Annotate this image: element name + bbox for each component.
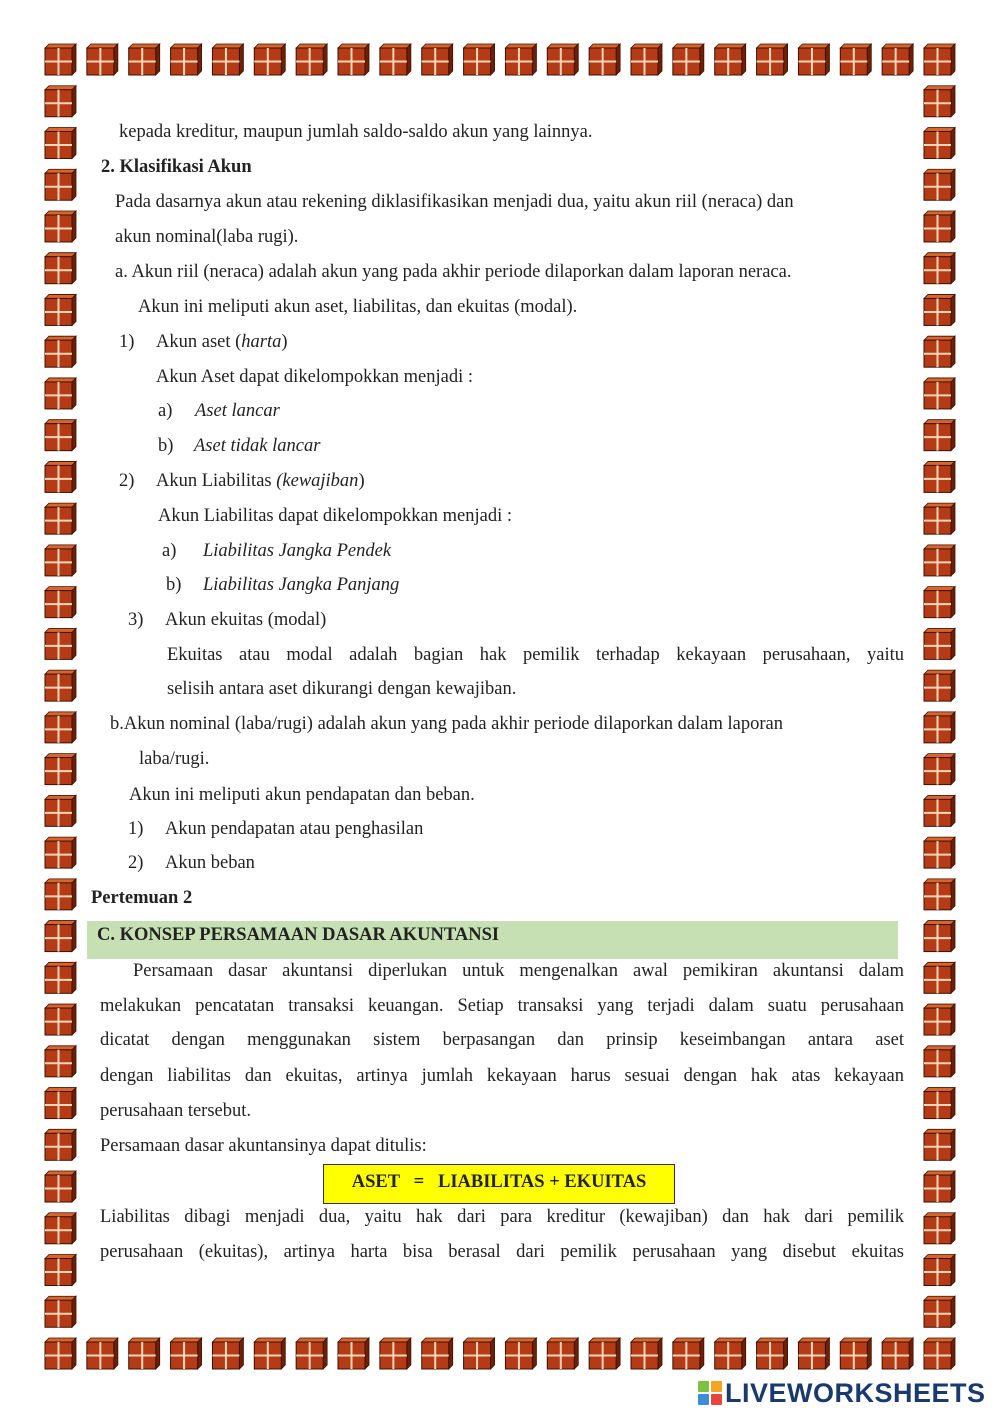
paragraph-line: Liabilitas dibagi menjadi dua, yaitu hak dari para kreditur (kewajiban) dan hak dari pemilik: [100, 1207, 904, 1227]
list-number: 2): [119, 471, 135, 491]
text-line: Akun ini meliputi akun aset, liabilitas, dan ekuitas (modal).: [138, 297, 578, 317]
list-number: 1): [128, 819, 144, 839]
list-letter: b): [158, 436, 174, 456]
list-item-akun-ekuitas: Akun ekuitas (modal): [165, 610, 327, 630]
list-item-liabilitas-jangka-panjang: Liabilitas Jangka Panjang: [203, 575, 400, 595]
text-line: laba/rugi.: [139, 749, 210, 769]
section-heading-konsep-persamaan: C. KONSEP PERSAMAAN DASAR AKUNTANSI: [97, 925, 500, 945]
list-item-akun-beban: Akun beban: [165, 853, 255, 873]
text-line: akun nominal(laba rugi).: [115, 227, 299, 247]
paragraph-line: Persamaan dasar akuntansi diperlukan untuk mengenalkan awal pemikiran akuntansi dalam: [133, 961, 904, 981]
list-letter: a): [158, 401, 173, 421]
list-item-akun-aset: [156, 331, 288, 353]
liveworksheets-logo-text: LIVEWORKSHEETS: [725, 1377, 986, 1408]
list-item-text: Akun Liabilitas: [156, 471, 277, 491]
list-item-italic: harta: [241, 332, 282, 352]
list-letter: b): [166, 575, 182, 595]
paragraph-line: perusahaan (ekuitas), artinya harta bisa berasal dari pemilik perusahaan yang disebut ekuitas: [100, 1242, 904, 1262]
accounting-equation: ASET = LIABILITAS + EKUITAS: [351, 1172, 647, 1192]
list-item-aset-lancar: Aset lancar: [195, 401, 280, 421]
text-line: Akun Liabilitas dapat dikelompokkan menjadi :: [158, 506, 512, 526]
list-item-text: ): [358, 471, 365, 491]
text-line: selisih antara aset dikurangi dengan kewajiban.: [167, 679, 517, 699]
paragraph-line: melakukan pencatatan transaksi keuangan. Setiap transaksi yang terjadi dalam suatu perusahaan: [100, 996, 904, 1016]
text-line-justified: Ekuitas atau modal adalah bagian hak pemilik terhadap kekayaan perusahaan, yaitu: [167, 645, 904, 665]
text-line: Akun ini meliputi akun pendapatan dan beban.: [129, 785, 475, 805]
meeting-label: Pertemuan 2: [91, 888, 193, 908]
text-line: b.Akun nominal (laba/rugi) adalah akun yang pada akhir periode dilaporkan dalam laporan: [110, 714, 783, 734]
text-line: kepada kreditur, maupun jumlah saldo-saldo akun yang lainnya.: [119, 122, 593, 142]
paragraph-line: perusahaan tersebut.: [100, 1101, 252, 1121]
accounting-equation-box: [323, 1164, 675, 1204]
list-item-akun-liabilitas: [156, 470, 365, 492]
text-line: Pada dasarnya akun atau rekening diklasifikasikan menjadi dua, yaitu akun riil (neraca) dan: [115, 192, 794, 212]
list-number: 3): [128, 610, 144, 630]
list-number: 2): [128, 853, 144, 873]
liveworksheets-logo-icon: [697, 1380, 723, 1406]
list-item-akun-pendapatan: Akun pendapatan atau penghasilan: [165, 819, 424, 839]
section-heading-klasifikasi-akun: 2. Klasifikasi Akun: [101, 157, 252, 177]
list-item-liabilitas-jangka-pendek: Liabilitas Jangka Pendek: [203, 541, 392, 561]
text-line: a. Akun riil (neraca) adalah akun yang pada akhir periode dilaporkan dalam laporan neraca.: [115, 262, 792, 282]
text-line: Akun Aset dapat dikelompokkan menjadi :: [156, 367, 474, 387]
list-item-text: ): [281, 332, 288, 352]
list-item-italic: (kewajiban: [276, 471, 359, 491]
list-letter: a): [162, 541, 177, 561]
list-number: 1): [119, 332, 135, 352]
paragraph-line: dengan liabilitas dan ekuitas, artinya jumlah kekayaan harus sesuai dengan hak atas kekayaan: [100, 1066, 904, 1086]
paragraph-line: dicatat dengan menggunakan sistem berpasangan dan prinsip keseimbangan antara aset: [100, 1030, 904, 1050]
list-item-aset-tidak-lancar: Aset tidak lancar: [194, 436, 321, 456]
list-item-text: Akun aset (: [156, 332, 242, 352]
paragraph-line: Persamaan dasar akuntansinya dapat ditulis:: [100, 1136, 427, 1156]
liveworksheets-logo: [697, 1378, 986, 1408]
